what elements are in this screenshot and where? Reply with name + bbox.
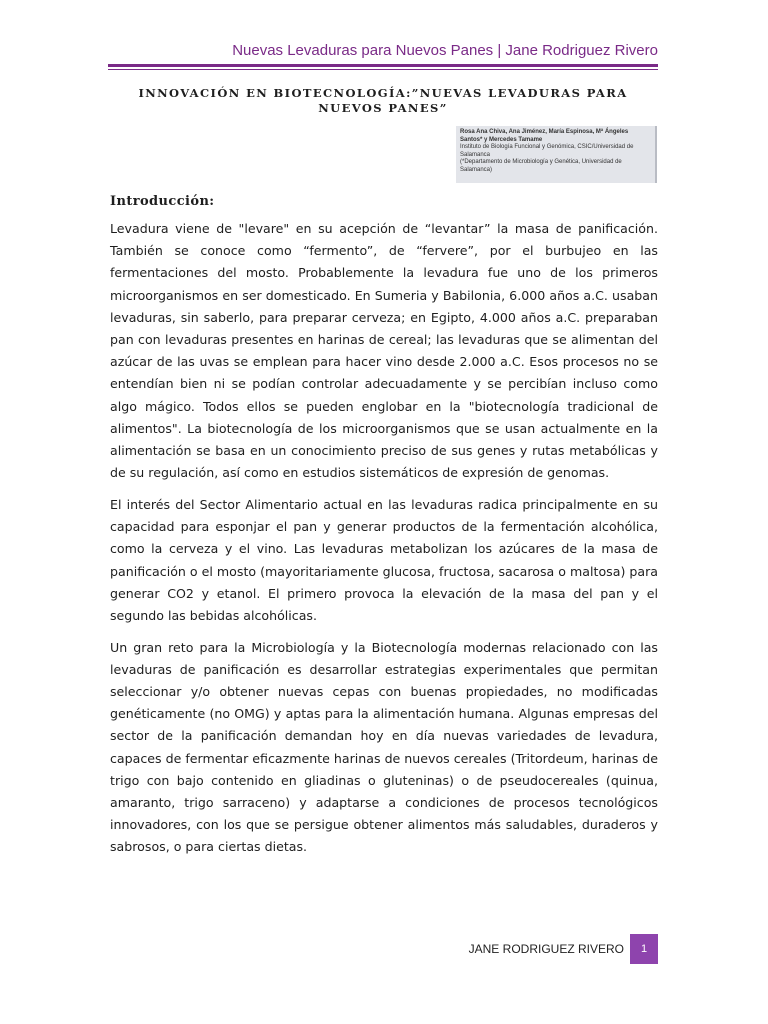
paragraph: El interés del Sector Alimentario actual en las levaduras radica principalmente en su capacidad para esponjar el pan y generar productos de la fermentación alcohólica, como la cerveza y el vino. Las levaduras metabolizan los azúcares de la masa de panificación o el mosto (mayoritariamente glucosa, fructosa, sacarosa o maltosa) para generar CO2 y etanol. El primero provoca la elevación de la masa del pan y el segundo las bebidas alcohólicas. [110, 496, 658, 623]
author-affiliation: Instituto de Biología Funcional y Genómica, CSIC/Universidad de Salamanca [460, 144, 634, 158]
header-rule-thick [108, 64, 658, 67]
paragraph: Un gran reto para la Microbiología y la Biotecnología modernas relacionado con las levaduras de panificación es desarrollar estrategias experimentales que permitan seleccionar y/o obtener nuevas cepas con buenas propiedades, no modificadas genéticamente (no OMG) y aptas para la alimentación humana. Algunas empresas del sector de la panificación demandan hoy en día nuevas variedades de levadura, capaces de fermentar eficazmente harinas de nuevos cereales (Tritordeum, harinas de trigo con bajo contenido en gliadinas o gluteninas) o de pseudocereales (quinua, amaranto, trigo sarraceno) y adaptarse a condiciones de procesos tecnológicos innovadores, con los que se persigue obtener alimentos más saludables, duraderos y sabrosos, o para ciertas dietas. [110, 639, 659, 855]
author-names: Rosa Ana Chiva, Ana Jiménez, María Espinosa, Mª Ángeles Santos* y Mercedes Tamame [460, 129, 629, 143]
author-affiliation-secondary: (*Departamento de Microbiología y Genética, Universidad de Salamanca) [460, 159, 622, 173]
body-text [110, 218, 658, 868]
section-heading: Introducción: [110, 194, 215, 209]
header-rule-thin [108, 69, 658, 70]
authors-box [456, 126, 657, 183]
page-number-badge: 1 [630, 934, 658, 964]
footer-author: JANE RODRIGUEZ RIVERO [468, 942, 624, 956]
running-header: Nuevas Levaduras para Nuevos Panes | Jane Rodriguez Rivero [232, 42, 658, 59]
paragraph: Levadura viene de "levare" en su acepción de “levantar” la masa de panificación. También se conoce como “fermento”, de “fervere”, por el burbujeo en las fermentaciones del mosto. Probablemente la levadura fue uno de los primeros microorganismos en ser domesticado. En Sumeria y Babilonia, 6.000 años a.C. usaban levaduras, sin saberlo, para preparar cerveza; en Egipto, 4.000 años a.C. preparaban pan con levaduras presentes en harinas de cereal; las levaduras que se alimentan del azúcar de las uvas se emplean para hacer vino desde 2.000 a.C. Esos procesos no se entendían bien ni se podían controlar adecuadamente y se percibían incluso como algo mágico. Todos ellos se pueden englobar en la "biotecnología tradicional de alimentos". La biotecnología de los microorganismos que se usan actualmente en la alimentación se basa en un conocimiento preciso de sus genes y rutas metabólicas y de su regulación, así como en estudios sistemáticos de expresión de genomas. [110, 221, 658, 481]
document-title: INNOVACIÓN EN BIOTECNOLOGÍA:”NUEVAS LEVADURAS PARA NUEVOS PANES” [138, 86, 628, 115]
